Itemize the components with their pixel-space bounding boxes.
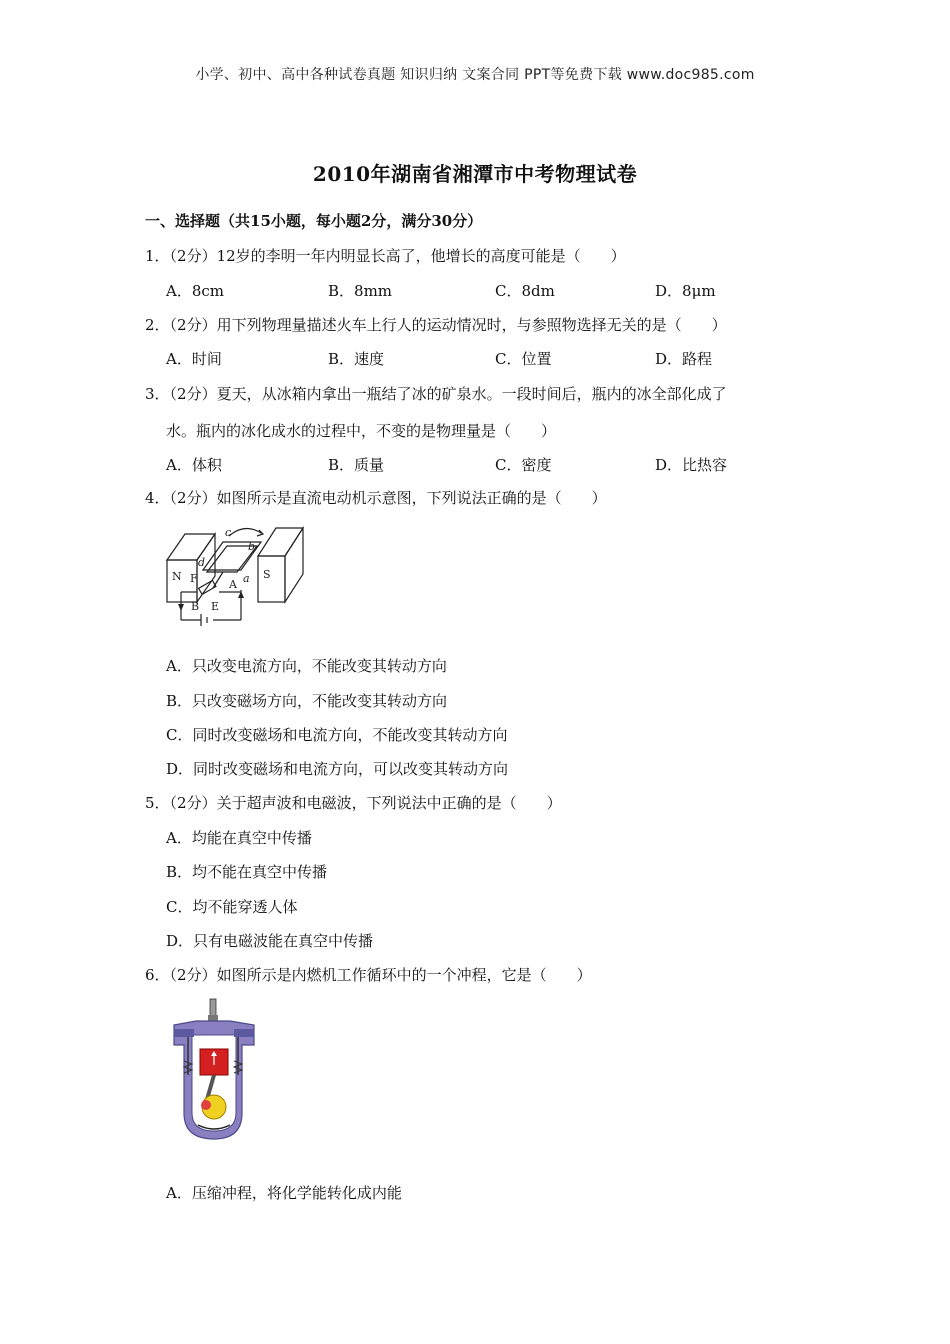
question-6-stem: 6．（2分）如图所示是内燃机工作循环中的一个冲程，它是（ ） (145, 966, 592, 984)
q4-option-a: A．只改变电流方向，不能改变其转动方向 (166, 657, 447, 675)
question-5-stem: 5．（2分）关于超声波和电磁波，下列说法中正确的是（ ） (145, 794, 562, 812)
q1-option-b: B．8mm (328, 282, 393, 300)
dc-motor-figure (163, 520, 308, 632)
fig-label-a-lower: a (243, 572, 250, 585)
fig-label-E: E (211, 600, 220, 613)
fig-label-b: b (248, 540, 256, 553)
q2-option-c: C．位置 (495, 350, 552, 368)
fig-label-s: S (263, 568, 271, 581)
q3-option-c: C．密度 (495, 456, 552, 474)
q1-option-a: A．8cm (166, 282, 225, 300)
question-1-stem: 1．（2分）12岁的李明一年内明显长高了，他增长的高度可能是（ ） (145, 247, 626, 265)
fig-label-d: d (198, 556, 206, 569)
q4-option-c: C．同时改变磁场和电流方向，不能改变其转动方向 (166, 726, 508, 744)
q5-option-c: C．均不能穿透人体 (166, 898, 298, 916)
q2-option-d: D．路程 (655, 350, 713, 368)
page-header: 小学、初中、高中各种试卷真题 知识归纳 文案合同 PPT等免费下载 www.doc985.com (195, 67, 755, 83)
q2-option-b: B．速度 (328, 350, 385, 368)
q1-option-c: C．8dm (495, 282, 555, 300)
q3-option-d: D．比热容 (655, 456, 728, 474)
q6-option-a: A．压缩冲程，将化学能转化成内能 (166, 1184, 402, 1202)
q5-option-b: B．均不能在真空中传播 (166, 863, 328, 881)
fig-label-A: A (229, 578, 237, 591)
question-2-stem: 2．（2分）用下列物理量描述火车上行人的运动情况时，与参照物选择无关的是（ ） (145, 316, 727, 334)
engine-stroke-figure (168, 995, 263, 1145)
q3-option-a: A．体积 (166, 456, 222, 474)
question-3-stem-line1: 3．（2分）夏天，从冰箱内拿出一瓶结了冰的矿泉水。一段时间后，瓶内的冰全部化成了 (145, 385, 727, 403)
fig-label-B: B (191, 600, 200, 613)
q1-option-d: D．8μm (655, 282, 716, 300)
question-3-stem-line2: 水。瓶内的冰化成水的过程中，不变的是物理量是（ ） (166, 422, 557, 440)
section-heading: 一、选择题（共15小题，每小题2分，满分30分） (145, 212, 483, 230)
q4-option-b: B．只改变磁场方向，不能改变其转动方向 (166, 692, 448, 710)
q5-option-a: A．均能在真空中传播 (166, 829, 312, 847)
fig-label-n: N (172, 570, 182, 583)
q5-option-d: D．只有电磁波能在真空中传播 (166, 932, 374, 950)
q2-option-a: A．时间 (166, 350, 222, 368)
q4-option-d: D．同时改变磁场和电流方向，可以改变其转动方向 (166, 760, 509, 778)
page-title: 2010年湖南省湘潭市中考物理试卷 (312, 162, 638, 186)
q3-option-b: B．质量 (328, 456, 385, 474)
fig-label-c: c (225, 526, 232, 539)
question-4-stem: 4．（2分）如图所示是直流电动机示意图，下列说法正确的是（ ） (145, 489, 607, 507)
fig-label-f: F (190, 572, 198, 585)
